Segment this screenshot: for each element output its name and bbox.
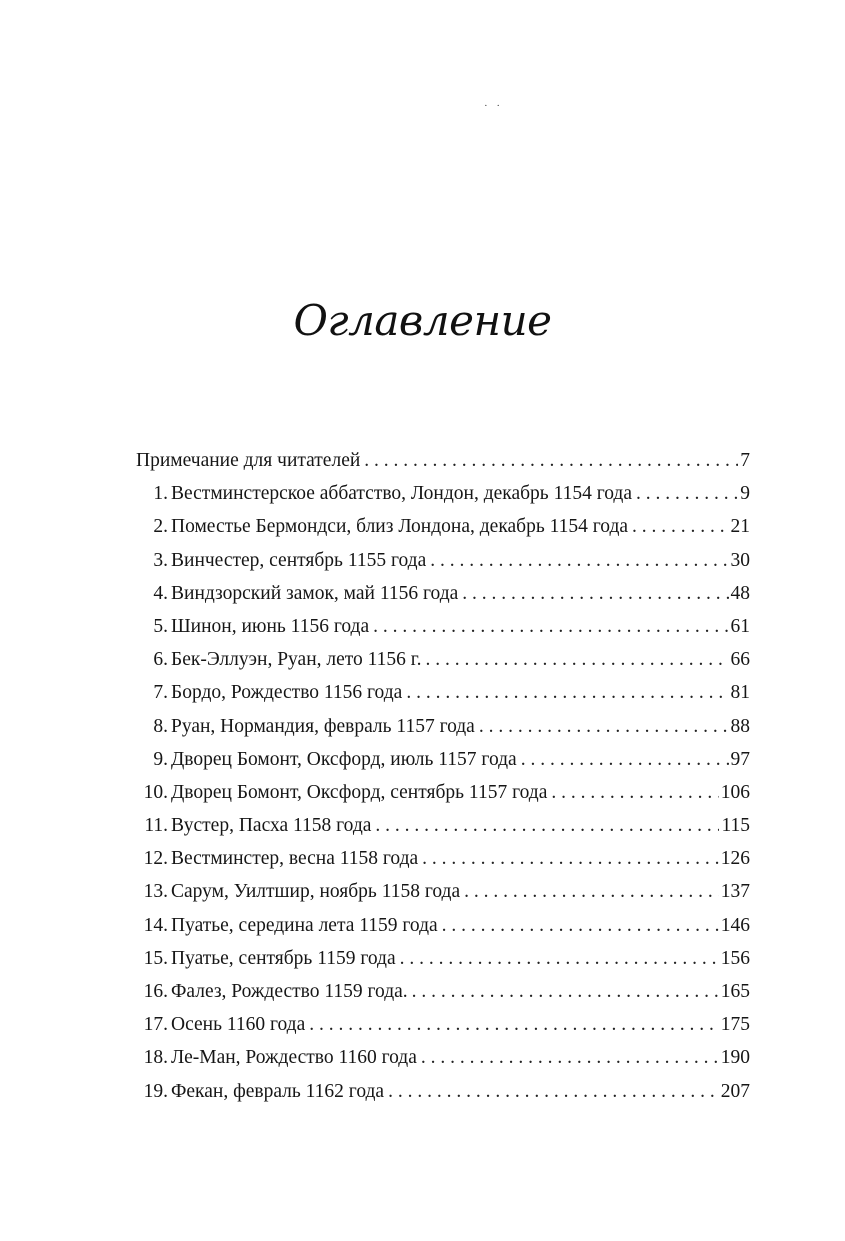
dot-leader [425,643,728,676]
toc-entry-label: Бек-Эллуэн, Руан, лето 1156 г. [171,649,422,671]
dot-leader [406,676,728,709]
dot-leader [442,909,719,942]
toc-entry[interactable] [136,477,750,510]
dot-leader [364,444,738,477]
toc-entry-page: 137 [720,881,750,903]
toc-entry-page: 81 [730,682,750,704]
toc-entry-number: 11. [144,815,168,837]
toc-entry-number: 16. [143,981,168,1002]
toc-entry-number: 3. [153,549,168,571]
dot-leader [422,842,719,875]
toc-entry-label: Осень 1160 года [171,1014,306,1036]
page-title: Оглавление [293,296,552,345]
toc-entry-label: Фалез, Рождество 1159 года. [171,981,408,1002]
toc-entry[interactable] [136,710,750,743]
toc-entry[interactable] [136,676,750,709]
toc-entry[interactable] [136,577,750,610]
toc-entry-page: 97 [730,748,750,770]
toc-entry[interactable] [136,510,750,543]
toc-entry-page: 9 [740,483,750,505]
toc-entry-page: 146 [720,914,750,936]
toc-entry-number: 8. [153,715,168,737]
toc-entry-label: Вустер, Пасха 1158 года [171,815,372,837]
toc-entry-page: 165 [720,981,750,1002]
toc-entry-number: 4. [153,582,168,604]
toc-entry-number: 18. [143,1047,168,1069]
toc-entry-label: Виндзорский замок, май 1156 года [171,582,459,604]
dot-leader [309,1008,718,1041]
toc-entry[interactable] [136,1008,750,1041]
dot-leader [636,477,738,510]
toc-entry-number: 6. [153,649,168,671]
dot-leader [400,942,719,975]
toc-entry-number: 1. [153,483,168,505]
toc-entry[interactable] [136,743,750,776]
dot-leader [412,975,719,1008]
toc-entry-label: Бордо, Рождество 1156 года [171,682,403,704]
toc-entry-page: 66 [730,649,750,671]
toc-entry-number: 7. [153,682,168,704]
toc-entry-page: 175 [720,1014,750,1036]
toc-entry[interactable] [136,809,750,842]
toc-entry-label: Руан, Нормандия, февраль 1157 года [171,715,475,737]
toc-entry-page: 21 [730,516,750,538]
dot-leader [421,1041,719,1074]
toc-entry[interactable] [136,1075,750,1108]
toc-entry[interactable] [136,643,750,676]
toc-entry[interactable] [136,610,750,643]
toc-entry[interactable] [136,776,750,809]
toc-entry-number: 5. [153,615,168,637]
dot-leader [632,510,728,543]
toc-entry-number: 2. [153,516,168,538]
toc-entry-label: Пуатье, сентябрь 1159 года [171,947,396,969]
toc-entry-page: 207 [720,1080,750,1102]
toc-entry-page: 156 [720,947,750,969]
toc-entry-number: 9. [153,748,168,770]
toc-entry-label: Примечание для читателей [136,450,361,471]
toc-entry-page: 115 [721,815,750,837]
toc-entry-page: 190 [720,1047,750,1069]
dot-leader [375,809,719,842]
toc-entry-number: 10. [143,781,168,803]
dot-leader [388,1075,719,1108]
toc-entry-page: 30 [730,549,750,571]
toc-entry-label: Пуатье, середина лета 1159 года [171,914,438,936]
toc-entry[interactable] [136,1041,750,1074]
toc-entry-label: Вестминстер, весна 1158 года [171,848,419,870]
toc-entry-number: 13. [143,881,168,903]
toc-entry-number: 15. [143,947,168,969]
toc-entry-page: 106 [720,781,750,803]
toc-entry[interactable] [136,544,750,577]
dot-leader [373,610,728,643]
toc-entry-label: Вестминстерское аббатство, Лондон, декабрь 1154 года [171,483,632,505]
toc-entry[interactable] [136,875,750,908]
toc-entry-label: Дворец Бомонт, Оксфорд, сентябрь 1157 года [171,781,548,803]
toc-entry-label: Ле-Ман, Рождество 1160 года [171,1047,417,1069]
dot-leader [462,577,728,610]
table-of-contents [136,444,750,1108]
toc-entry-page: 88 [730,715,750,737]
toc-entry-label: Дворец Бомонт, Оксфорд, июль 1157 года [171,748,517,770]
toc-entry-page: 126 [720,848,750,870]
toc-entry-label: Фекан, февраль 1162 года [171,1080,385,1102]
dot-leader [464,875,719,908]
toc-entry-page: 48 [730,582,750,604]
header-mark: · · [484,100,504,112]
dot-leader [479,710,729,743]
toc-entry-page: 61 [730,615,750,637]
dot-leader [551,776,718,809]
toc-entry-number: 19. [143,1080,168,1102]
toc-entry-label: Сарум, Уилтшир, ноябрь 1158 года [171,881,461,903]
dot-leader [430,544,728,577]
toc-entry-label: Винчестер, сентябрь 1155 года [171,549,427,571]
toc-entry[interactable] [136,942,750,975]
toc-entry-preface[interactable] [136,444,750,477]
toc-entry-number: 14. [143,914,168,936]
dot-leader [521,743,729,776]
toc-entry[interactable] [136,975,750,1008]
toc-entry-label: Шинон, июнь 1156 года [171,615,370,637]
toc-entry[interactable] [136,909,750,942]
toc-entry-number: 17. [143,1014,168,1036]
toc-entry[interactable] [136,842,750,875]
toc-entry-label: Поместье Бермондси, близ Лондона, декабрь 1154 года [171,516,629,538]
toc-entry-page: 7 [740,450,750,471]
toc-entry-number: 12. [143,848,168,870]
